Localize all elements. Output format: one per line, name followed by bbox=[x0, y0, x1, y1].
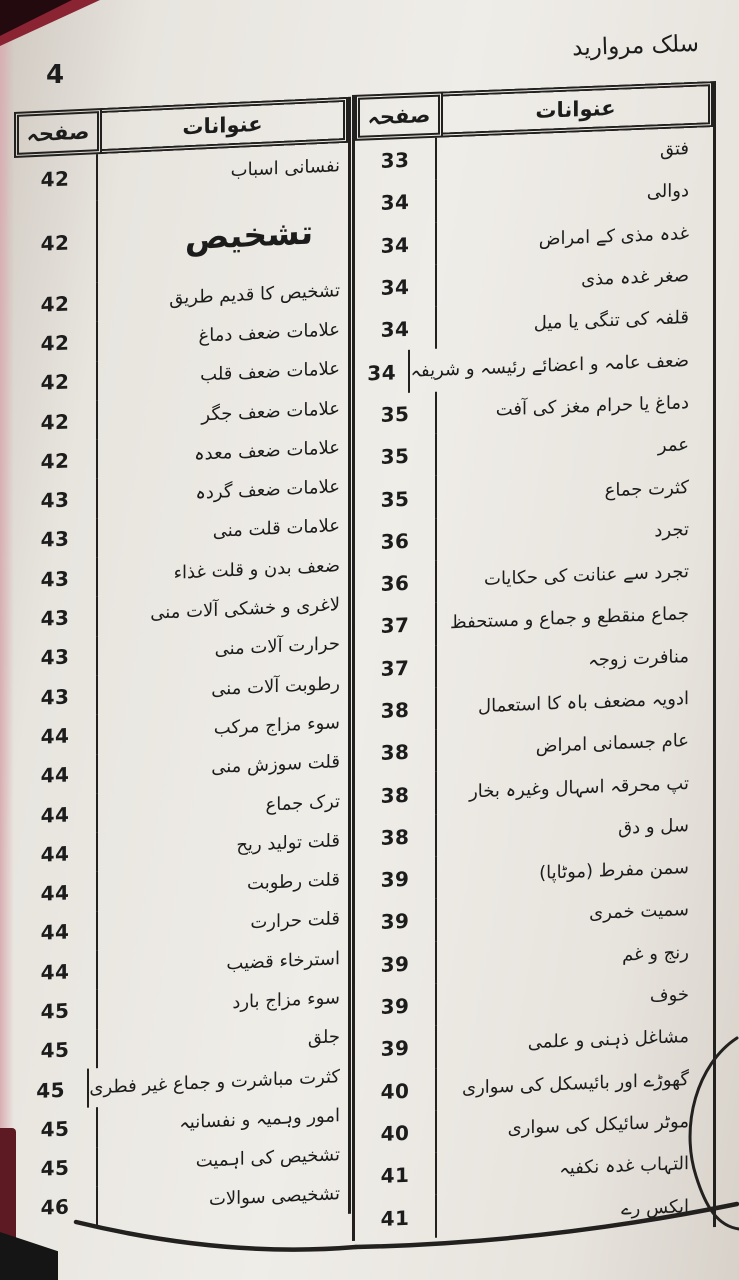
toc-row-page-number: 34 bbox=[355, 307, 437, 352]
toc-row-title: سمیت خمری bbox=[589, 899, 689, 925]
toc-row-page-number: 42 bbox=[14, 361, 98, 404]
toc-row-title: قلت حرارت bbox=[250, 908, 340, 934]
toc-row-title: جلق bbox=[307, 1026, 340, 1049]
toc-row-page-number: 46 bbox=[14, 1186, 98, 1229]
toc-row-page-number: 42 bbox=[14, 439, 98, 482]
toc-row-page-number: 44 bbox=[14, 950, 98, 993]
toc-row-page-number: 43 bbox=[14, 518, 98, 561]
toc-row-title: عام جسمانی امراض bbox=[535, 730, 689, 758]
toc-row-title: قلت تولید ریح bbox=[236, 829, 340, 856]
toc-row-page-number: 42 bbox=[14, 400, 98, 443]
toc-row-title: دوالی bbox=[646, 180, 689, 204]
toc-row-title: علامات ضعف جگر bbox=[201, 397, 340, 426]
toc-row-page-number: 43 bbox=[14, 479, 98, 522]
toc-row-page-number: 34 bbox=[355, 222, 437, 267]
toc-row-title: ضعف بدن و قلت غذاء bbox=[173, 554, 340, 584]
toc-row-title: تشخیص bbox=[184, 211, 314, 257]
toc-row-page-number: 42 bbox=[14, 321, 98, 364]
toc-row bbox=[14, 189, 348, 286]
toc-row-title: موٹر سائیکل کی سواری bbox=[507, 1111, 689, 1139]
column-header-titles: عنوانات bbox=[443, 81, 713, 137]
toc-row-page-number: 43 bbox=[14, 636, 98, 679]
toc-row-page-number: 40 bbox=[355, 1068, 437, 1113]
column-header-titles: عنوانات bbox=[102, 97, 348, 154]
toc-row-title: علامات قلت منی bbox=[212, 515, 340, 543]
toc-row-title: کثرت جماع bbox=[604, 476, 689, 501]
toc-row-title: علامات ضعف گردہ bbox=[195, 476, 340, 504]
toc-row-page-number: 35 bbox=[355, 392, 437, 437]
toc-row-title: غدہ مذی کے امراض bbox=[538, 222, 689, 250]
toc-row-title: ضعف عامہ و اعضائے رئیسہ و شریفہ bbox=[410, 349, 689, 382]
toc-row-title: امور وہمیہ و نفسانیہ bbox=[179, 1105, 340, 1134]
toc-row-page-number: 37 bbox=[355, 645, 437, 690]
book-corner-bottom-left-black bbox=[0, 1232, 58, 1280]
toc-row-page-number: 45 bbox=[14, 1029, 98, 1072]
toc-row-title: علامات ضعف دماغ bbox=[198, 319, 340, 347]
toc-row-title: سوء مزاج مرکب bbox=[213, 712, 340, 739]
toc-row-title: کثرت مباشرت و جماع غیر فطری bbox=[89, 1065, 340, 1099]
toc-row-title: جماع منقطع و جماع و مستحفظ bbox=[450, 603, 689, 634]
toc-row-title: فتق bbox=[659, 138, 689, 161]
toc-row-page-number: 42 bbox=[14, 200, 98, 286]
toc-row-title: حرارت آلات منی bbox=[214, 633, 340, 661]
toc-row-title: سوء مزاج بارد bbox=[232, 987, 340, 1014]
toc-row-title: رطوبت آلات منی bbox=[211, 672, 340, 700]
toc-row-title: ترک جماع bbox=[265, 790, 340, 816]
page-number: 4 bbox=[46, 60, 65, 90]
toc-row-title: صغر غدہ مذی bbox=[581, 265, 689, 291]
toc-row-title: تجرد bbox=[654, 518, 689, 542]
toc-row-title: رنج و غم bbox=[622, 941, 689, 966]
toc-row-title: قلفہ کی تنگی یا میل bbox=[533, 307, 689, 335]
toc-row-title: ادویہ مضعف باہ کا استعمال bbox=[478, 688, 689, 718]
toc-rows-left bbox=[14, 143, 348, 1229]
toc-row-page-number: 39 bbox=[355, 857, 437, 902]
toc-row-title: مشاغل ذہنی و علمی bbox=[527, 1026, 689, 1054]
toc-row-title: نفسانی اسباب bbox=[230, 155, 340, 182]
toc-row-page-number: 39 bbox=[355, 1026, 437, 1071]
toc-row-page-number: 36 bbox=[355, 561, 437, 606]
toc-row-page-number: 36 bbox=[355, 518, 437, 563]
toc-row-title: سمن مفرط (موٹاپا) bbox=[539, 857, 689, 885]
toc-table-left bbox=[14, 97, 351, 1229]
toc-row-page-number: 43 bbox=[14, 675, 98, 718]
toc-row-page-number: 45 bbox=[14, 1147, 98, 1190]
toc-row-title: تشخیص کی اہمیت bbox=[195, 1144, 340, 1172]
toc-row-page-number: 34 bbox=[355, 180, 437, 225]
toc-row-title: استرخاء قضیب bbox=[226, 947, 340, 975]
toc-row-title: عمر bbox=[657, 434, 689, 457]
toc-row-title: لاغری و خشکی آلات منی bbox=[150, 594, 340, 624]
toc-row-page-number: 43 bbox=[14, 597, 98, 640]
toc-row-title: تجرد سے عنانت کی حکایات bbox=[484, 561, 689, 591]
toc-row-page-number: 41 bbox=[355, 1153, 437, 1198]
toc-row-page-number: 44 bbox=[14, 872, 98, 915]
column-header-page: صفحہ bbox=[14, 108, 102, 158]
book-edge-left bbox=[0, 0, 14, 1280]
toc-row-title: تشخیصی سوالات bbox=[208, 1183, 340, 1211]
toc-table-right bbox=[352, 81, 716, 1241]
toc-rows-right bbox=[355, 127, 713, 1240]
toc-row-title: تپ محرقہ اسہال وغیرہ بخار bbox=[469, 772, 689, 803]
toc-row-title: قلت رطوبت bbox=[247, 869, 340, 895]
toc-row-page-number: 42 bbox=[14, 282, 98, 325]
toc-row-page-number: 35 bbox=[355, 434, 437, 479]
toc-row-page-number: 38 bbox=[355, 688, 437, 733]
toc-row-page-number: 45 bbox=[14, 1107, 98, 1150]
toc-row-title: علامات ضعف قلب bbox=[200, 358, 340, 386]
column-header-page: صفحہ bbox=[355, 92, 443, 141]
toc-row-page-number: 44 bbox=[14, 754, 98, 797]
book-corner-top-left bbox=[0, 0, 100, 46]
toc-row-title: علامات ضعف معدہ bbox=[194, 437, 340, 465]
toc-row-page-number: 39 bbox=[355, 899, 437, 944]
toc-row-page-number: 44 bbox=[14, 714, 98, 757]
toc-row-page-number: 44 bbox=[14, 911, 98, 954]
toc-row-title: منافرت زوجہ bbox=[588, 645, 689, 671]
toc-row-title: سل و دق bbox=[618, 814, 689, 839]
toc-row-page-number: 44 bbox=[14, 793, 98, 836]
toc-row-title: دماغ یا حرام مغز کی آفت bbox=[495, 391, 689, 421]
toc-row-page-number: 33 bbox=[355, 138, 437, 183]
toc-row-title: تشخیص کا قدیم طریق bbox=[169, 279, 340, 309]
toc-row-page-number: 44 bbox=[14, 832, 98, 875]
toc-row-page-number: 37 bbox=[355, 603, 437, 648]
toc-row-page-number: 41 bbox=[355, 1195, 437, 1240]
toc-row-page-number: 42 bbox=[14, 154, 98, 204]
toc-row-page-number: 35 bbox=[355, 476, 437, 521]
toc-row-page-number: 39 bbox=[355, 941, 437, 986]
toc-row-title: ایکس رے bbox=[621, 1195, 689, 1220]
toc-row-title: قلت سوزش منی bbox=[211, 751, 340, 779]
toc-row-page-number: 38 bbox=[355, 772, 437, 817]
toc-row-page-number: 43 bbox=[14, 557, 98, 600]
book-title: سلک مروارید bbox=[571, 30, 700, 62]
toc-row-title: خوف bbox=[649, 984, 689, 1007]
toc-row-page-number: 38 bbox=[355, 730, 437, 775]
toc-row-title: گھوڑے اور بائیسکل کی سواری bbox=[462, 1068, 689, 1099]
toc-row-title: التہاب غدہ نکفیہ bbox=[559, 1153, 689, 1180]
toc-row-page-number: 45 bbox=[14, 990, 98, 1033]
toc-row-page-number: 39 bbox=[355, 984, 437, 1029]
toc-row-page-number: 45 bbox=[14, 1069, 89, 1112]
toc-row-page-number: 40 bbox=[355, 1111, 437, 1156]
toc-row-page-number: 34 bbox=[355, 350, 410, 394]
toc-row-page-number: 38 bbox=[355, 814, 437, 859]
toc-row-page-number: 34 bbox=[355, 265, 437, 310]
